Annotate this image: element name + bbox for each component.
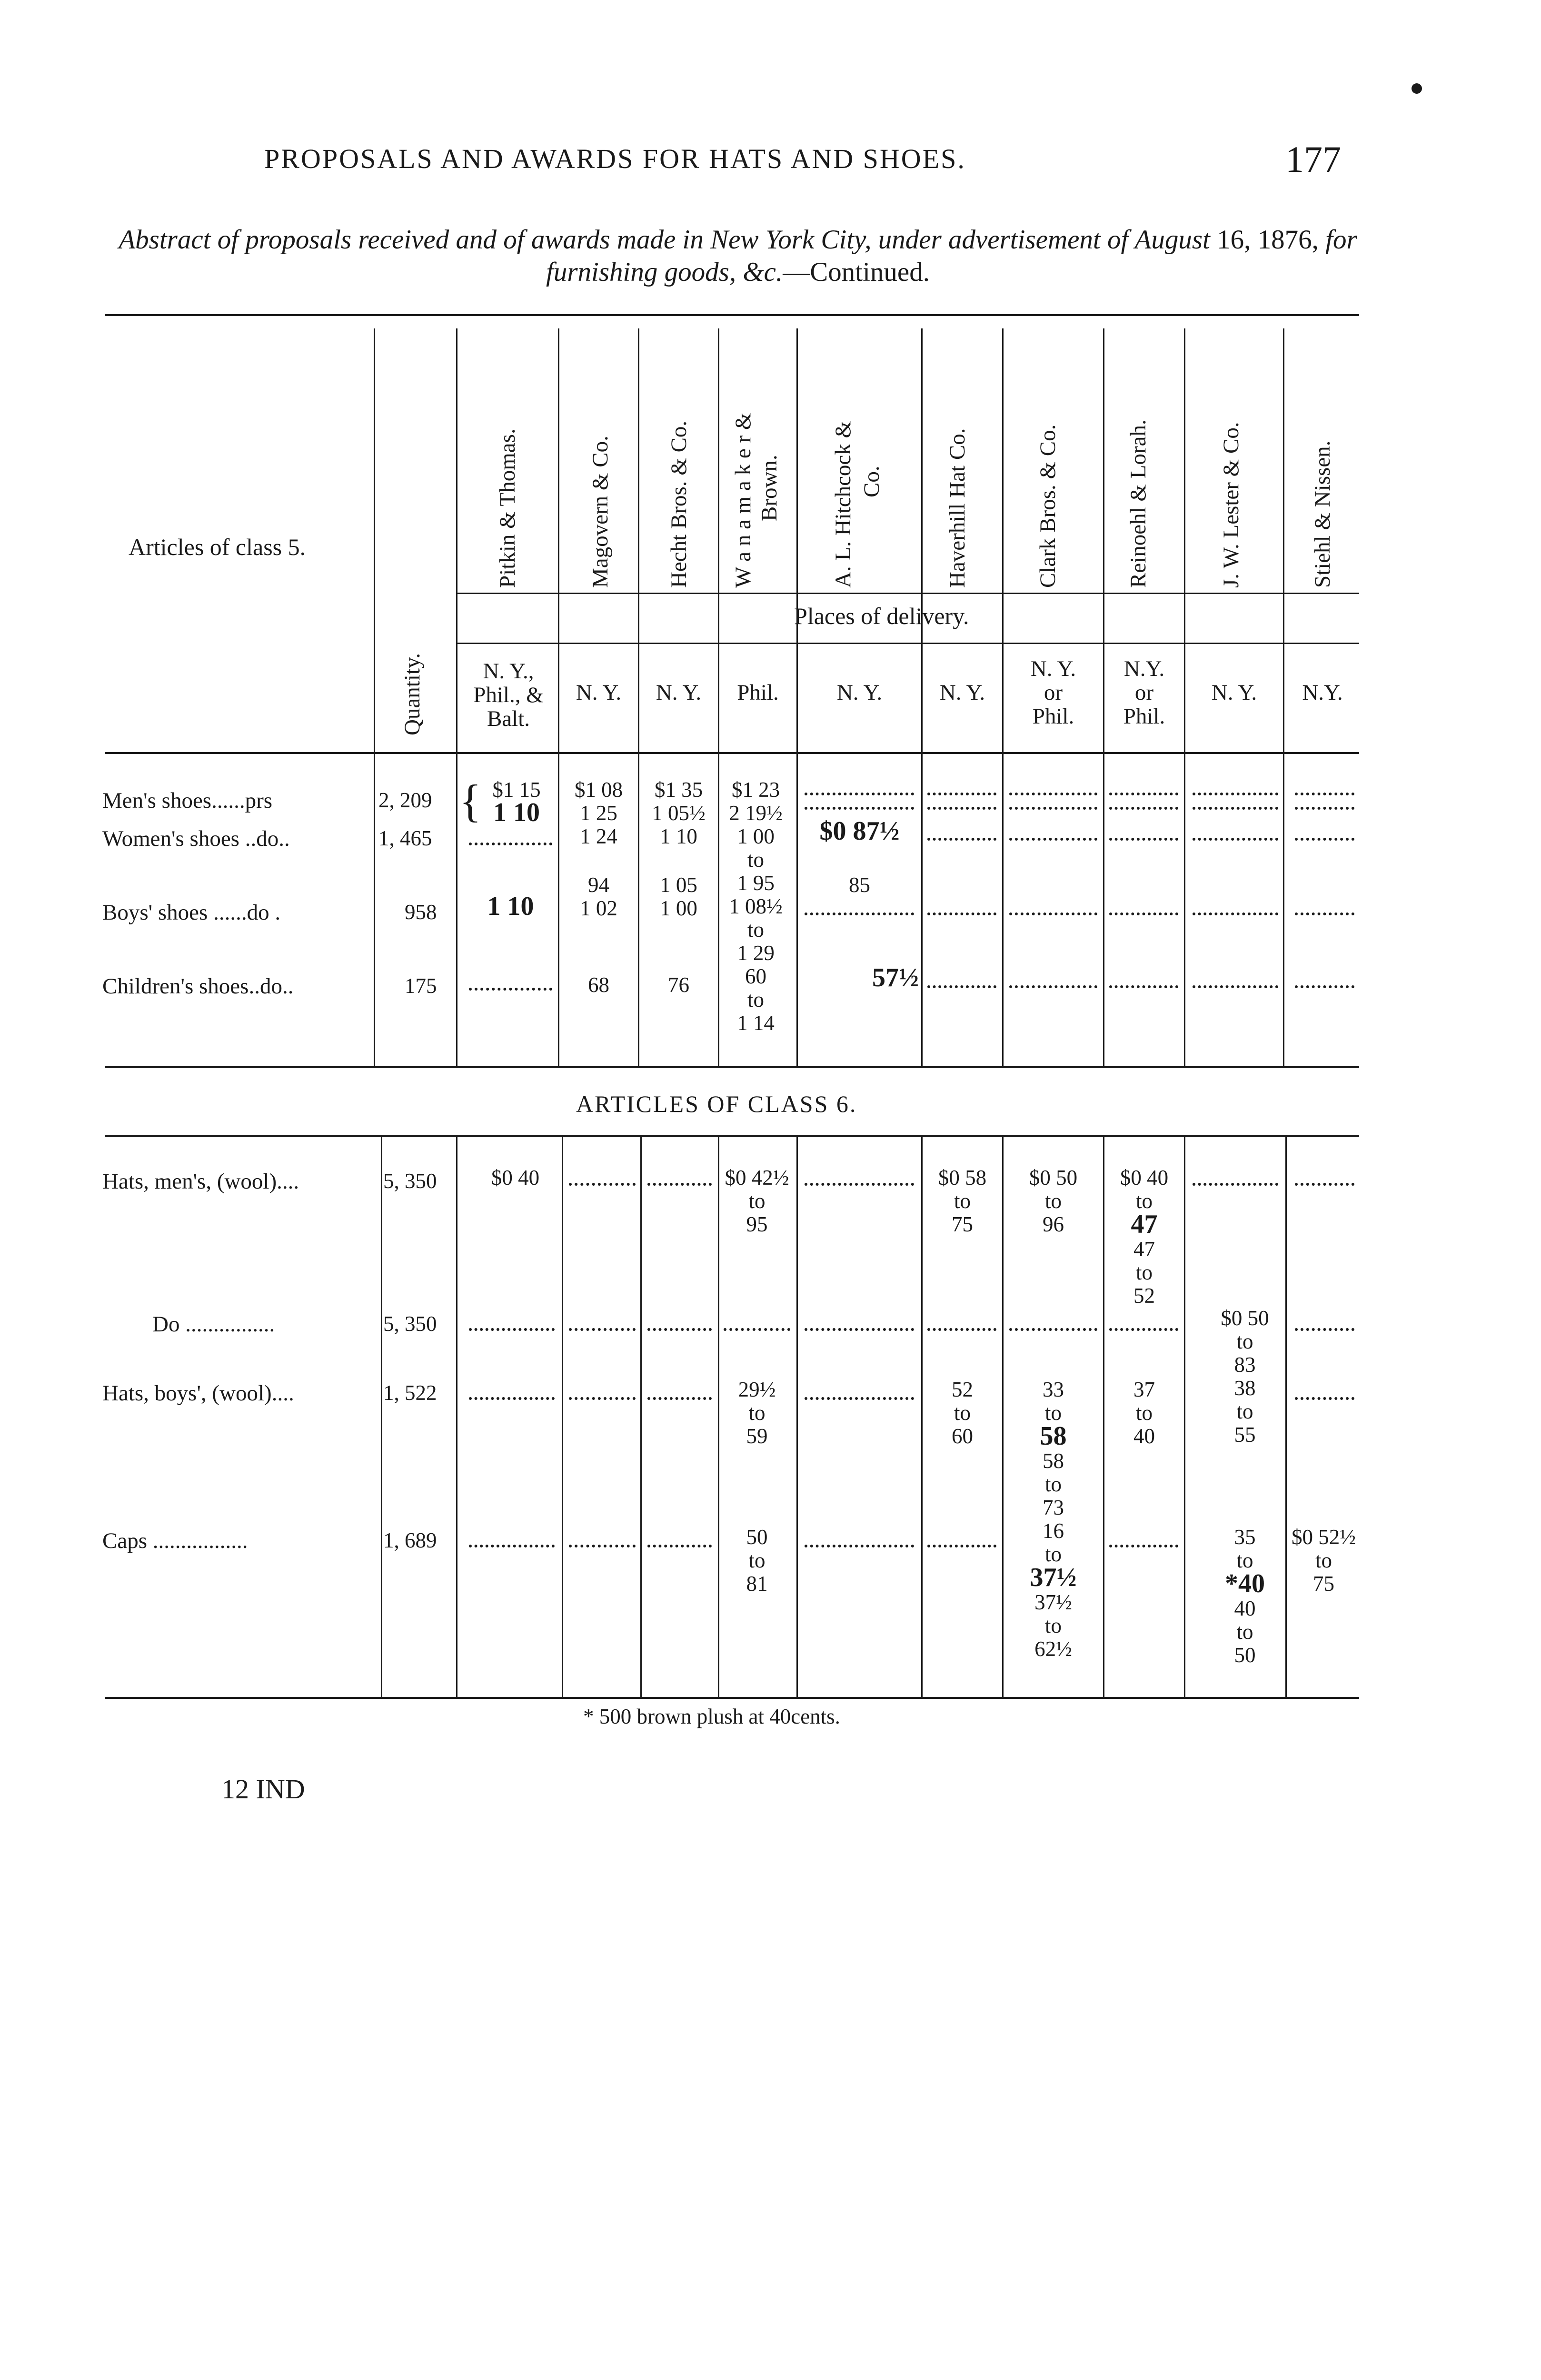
quantity-caps: 1, 689	[383, 1528, 437, 1552]
value: 1 25	[580, 801, 617, 825]
articles-header: Articles of class 5.	[129, 534, 306, 560]
bidder-wanamaker-2: Brown.	[757, 455, 782, 521]
value: $0 50	[1029, 1166, 1078, 1190]
quantity-header: Quantity.	[400, 653, 425, 735]
value: to	[1236, 1399, 1253, 1423]
quantity-mens-shoes: 2, 209	[378, 788, 432, 812]
place-reinoehl	[1104, 657, 1184, 728]
value: 1 08½	[729, 894, 783, 918]
table-top-rule	[105, 314, 1359, 316]
row-label-unit: do	[256, 826, 279, 851]
dots	[805, 807, 914, 810]
value: 38	[1234, 1376, 1256, 1400]
dots	[1295, 793, 1354, 795]
dots	[1295, 807, 1354, 810]
magovern-c5	[559, 778, 638, 848]
value: 1 00	[737, 824, 775, 848]
place-magovern: N. Y.	[576, 680, 622, 705]
place-haverhill: N. Y.	[939, 680, 985, 705]
value: 81	[746, 1572, 768, 1596]
bidder-lester: J. W. Lester & Co.	[1219, 422, 1243, 588]
c6-col-rule-magovern	[640, 1135, 642, 1697]
value: 40	[1234, 1597, 1256, 1620]
row-label-hats-mens: Hats, men's, (wool)....	[102, 1169, 299, 1194]
c6-col-rule-lester	[1285, 1135, 1287, 1697]
award-value: $0 87½	[819, 816, 900, 846]
value: to	[1135, 1189, 1153, 1213]
c6-col-rule-articles	[381, 1135, 382, 1697]
dots	[569, 1328, 636, 1331]
row-label-text: Boys' shoes	[102, 900, 208, 925]
row-label-unit: do	[247, 900, 269, 925]
dots	[569, 1545, 636, 1547]
hecht-c5	[639, 778, 718, 848]
caption-text: Abstract of proposals received and of awards made in New York City, under advertisement of August	[119, 225, 1210, 255]
place-reinoehl-2: or	[1134, 680, 1154, 705]
dots	[569, 1397, 636, 1400]
row-label-do: Do ................	[152, 1312, 275, 1337]
value: to	[954, 1401, 971, 1425]
value: 35	[1234, 1525, 1256, 1549]
value: to	[747, 848, 764, 872]
value: 33	[1043, 1378, 1064, 1401]
value: 52	[1133, 1284, 1155, 1308]
c6-col-rule-quantity	[456, 1135, 457, 1697]
dots	[647, 1545, 712, 1547]
quantity-hats-mens: 5, 350	[383, 1169, 437, 1193]
value: 73	[1043, 1496, 1064, 1519]
dots	[1193, 793, 1278, 795]
dots	[1109, 838, 1178, 841]
dots	[1295, 1328, 1354, 1331]
value: to	[1044, 1401, 1062, 1425]
value	[1104, 1210, 1184, 1239]
haverhill-c6-b	[923, 1378, 1002, 1448]
value: 29½	[738, 1378, 776, 1401]
row-label-text: Men's shoes	[102, 788, 212, 813]
bidder-hecht: Hecht Bros. & Co.	[666, 420, 691, 588]
dots	[1193, 912, 1278, 915]
dots	[647, 1397, 712, 1400]
dots	[1009, 838, 1097, 841]
quantity-childrens-shoes: 175	[405, 974, 437, 998]
place-clark	[1004, 657, 1103, 728]
value: to	[1044, 1189, 1062, 1213]
quantity-womens-shoes: 1, 465	[378, 826, 432, 850]
dots	[805, 1183, 914, 1186]
row-label-childrens-shoes: Children's shoes..do..	[102, 974, 294, 999]
value: 96	[1043, 1212, 1064, 1236]
bidder-wanamaker: W a n a m a k e r &	[731, 412, 756, 588]
dots	[927, 807, 996, 810]
value: $1 08	[574, 778, 623, 802]
dots	[569, 1183, 636, 1186]
row-label-hats-boys: Hats, boys', (wool)....	[102, 1381, 294, 1406]
value: 1 05½	[652, 801, 706, 825]
place-clark-2: or	[1044, 680, 1063, 705]
value: 60	[745, 964, 766, 988]
dots	[1009, 793, 1097, 795]
row-label-text: Do	[152, 1312, 180, 1337]
value: 1 00	[660, 896, 697, 920]
value: to	[748, 1189, 766, 1213]
dots	[1193, 985, 1278, 988]
value: to	[1236, 1620, 1253, 1644]
value: 95	[746, 1212, 768, 1236]
dots	[1109, 807, 1178, 810]
dots	[1109, 1328, 1178, 1331]
page-mark-dot	[1412, 83, 1422, 94]
dots	[1193, 1183, 1278, 1186]
value: 40	[1133, 1424, 1155, 1448]
dots	[1295, 1183, 1354, 1186]
award-value: 58	[1040, 1421, 1067, 1451]
value: 58	[1043, 1449, 1064, 1473]
value: 1 05	[660, 873, 697, 897]
value: to	[1044, 1614, 1062, 1637]
value: 16	[1043, 1519, 1064, 1543]
stiehl-c6	[1287, 1526, 1361, 1596]
place-hecht: N. Y.	[656, 680, 702, 705]
wanamaker-c6-c	[716, 1526, 797, 1596]
page-title: PROPOSALS AND AWARDS FOR HATS AND SHOES.	[264, 143, 966, 174]
haverhill-c6-a	[923, 1166, 1002, 1236]
dots	[1009, 985, 1097, 988]
hitchcock-c5-c	[828, 963, 919, 992]
brace: {	[459, 775, 482, 826]
dots	[469, 1545, 555, 1547]
wanamaker-c5	[716, 778, 795, 1035]
footnote: * 500 brown plush at 40cents.	[583, 1705, 840, 1728]
dots	[927, 793, 996, 795]
value: to	[1236, 1329, 1253, 1353]
quantity-hats-boys: 1, 522	[383, 1381, 437, 1405]
pitkin-c5-a: $1 15	[492, 778, 541, 802]
value: $0 40	[1120, 1166, 1169, 1190]
award-value: 47	[1131, 1210, 1158, 1239]
value: $1 35	[654, 778, 703, 802]
place-clark-1: N. Y.	[1030, 656, 1076, 681]
caption-text-2: for furnishing goods, &c.	[546, 225, 1357, 287]
row-label-caps: Caps .................	[102, 1528, 248, 1553]
caption-continued: —Continued.	[783, 257, 930, 287]
award-value: 1 10	[487, 892, 534, 921]
bidder-hitchcock: A. L. Hitchcock &	[831, 420, 855, 588]
row-label-womens-shoes: Women's shoes ..do..	[102, 826, 290, 851]
value: 55	[1234, 1423, 1256, 1447]
bidder-reinoehl: Reinoehl & Lorah.	[1126, 419, 1151, 588]
value: to	[747, 988, 764, 1012]
hecht-c5-c: 76	[668, 973, 689, 997]
reinoehl-c6-b	[1104, 1378, 1184, 1448]
value: 60	[952, 1424, 973, 1448]
dots	[1109, 985, 1178, 988]
hitchcock-c5-a	[798, 816, 921, 846]
value: 75	[1313, 1572, 1334, 1596]
magovern-c5-b	[559, 873, 638, 920]
header-bottom-rule	[105, 752, 1359, 754]
value: to	[954, 1189, 971, 1213]
value: 1 24	[580, 824, 617, 848]
caption-date: 16, 1876,	[1210, 225, 1326, 255]
page-number: 177	[1285, 139, 1341, 180]
value: 83	[1234, 1353, 1256, 1377]
value: 1 02	[580, 896, 617, 920]
dots	[469, 1328, 555, 1331]
hitchcock-c5-b: 85	[849, 873, 870, 897]
quantity-boys-shoes: 958	[405, 900, 437, 924]
lester-c6-a	[1204, 1307, 1285, 1447]
value	[1204, 1569, 1285, 1598]
dots	[1295, 912, 1354, 915]
place-pitkin	[461, 659, 556, 731]
value: to	[1044, 1542, 1062, 1566]
row-label-mens-shoes: Men's shoes......prs	[102, 788, 273, 813]
place-pitkin-3: Balt.	[487, 706, 530, 731]
value: 37½	[1034, 1590, 1072, 1614]
clark-c6-a	[1004, 1166, 1103, 1236]
dots	[469, 1397, 555, 1400]
dots	[1109, 912, 1178, 915]
lester-c6-b	[1204, 1526, 1285, 1667]
award-value: 37½	[1030, 1563, 1077, 1592]
bidder-clark: Clark Bros. & Co.	[1035, 424, 1060, 588]
value: to	[748, 1548, 766, 1572]
value: 47	[1133, 1237, 1155, 1261]
row-label-unit: prs	[245, 788, 273, 813]
bidder-stiehl: Stiehl & Nissen.	[1310, 440, 1335, 588]
dots	[1193, 807, 1278, 810]
c6-col-rule-pitkin	[562, 1135, 563, 1697]
value	[1004, 1421, 1103, 1451]
col-rule-quantity	[456, 328, 457, 1066]
quantity-do: 5, 350	[383, 1312, 437, 1336]
value: to	[1135, 1401, 1153, 1425]
c6-col-rule-reinoehl	[1184, 1135, 1185, 1697]
dots	[927, 838, 996, 841]
value: 2 19½	[729, 801, 783, 825]
value: $0 42½	[725, 1166, 789, 1190]
bidder-haverhill: Haverhill Hat Co.	[945, 428, 970, 588]
wanamaker-c6-a	[716, 1166, 797, 1236]
dots	[805, 793, 914, 795]
value	[1004, 1563, 1103, 1592]
row-label-text: Women's shoes	[102, 826, 239, 851]
hecht-c5-b	[639, 873, 718, 920]
class6-top-rule	[105, 1135, 1359, 1137]
dots	[927, 912, 996, 915]
value: 94	[588, 873, 609, 897]
dots	[1109, 1545, 1178, 1547]
dots	[724, 1328, 790, 1331]
place-wanamaker: Phil.	[737, 680, 779, 705]
table-caption	[105, 224, 1371, 288]
pitkin-c5-b	[478, 798, 555, 827]
place-pitkin-1: N. Y.,	[483, 659, 534, 684]
dots	[1193, 838, 1278, 841]
value: to	[1236, 1548, 1253, 1572]
clark-c6-b	[1004, 1378, 1103, 1661]
value: 59	[746, 1424, 768, 1448]
row-label-boys-shoes: Boys' shoes ......do .	[102, 900, 281, 925]
bidder-pitkin: Pitkin & Thomas.	[495, 428, 520, 588]
row-label-text: Caps	[102, 1528, 147, 1553]
dots	[469, 843, 552, 845]
award-value: 57½	[872, 963, 919, 992]
value: 62½	[1034, 1637, 1072, 1661]
value: to	[748, 1401, 766, 1425]
places-rule-2	[457, 643, 1359, 644]
dots	[805, 912, 914, 915]
pitkin-c5-c	[464, 892, 557, 921]
dots	[927, 985, 996, 988]
value: to	[1135, 1260, 1153, 1284]
class6-title: ARTICLES OF CLASS 6.	[576, 1091, 857, 1117]
value: 50	[746, 1525, 768, 1549]
value: to	[1044, 1472, 1062, 1496]
value: 52	[952, 1378, 973, 1401]
row-label-text: Hats, men's, (wool)	[102, 1169, 277, 1194]
value: to	[747, 918, 764, 942]
place-stiehl: N.Y.	[1302, 680, 1343, 705]
bidder-magovern: Magovern & Co.	[588, 436, 613, 588]
value: 37	[1133, 1378, 1155, 1401]
row-label-text: Children's shoes	[102, 974, 249, 999]
dots	[647, 1183, 712, 1186]
dots	[805, 1545, 914, 1547]
dots	[927, 1328, 996, 1331]
dots	[1109, 793, 1178, 795]
dots	[1295, 838, 1354, 841]
row-label-unit: do	[259, 974, 282, 999]
dots	[805, 1397, 914, 1400]
value: 1 10	[660, 824, 697, 848]
place-reinoehl-1: N.Y.	[1123, 656, 1165, 681]
reinoehl-c6-a	[1104, 1166, 1184, 1308]
value: $0 52½	[1292, 1525, 1356, 1549]
value: 1 14	[737, 1011, 775, 1035]
value: 50	[1234, 1643, 1256, 1667]
dots	[805, 1328, 914, 1331]
value: 1 95	[737, 871, 775, 895]
table-bottom-rule	[105, 1697, 1359, 1699]
dots	[1009, 912, 1097, 915]
value: $1 23	[731, 778, 780, 802]
dots	[1009, 1328, 1097, 1331]
place-pitkin-2: Phil., &	[473, 683, 544, 707]
dots	[647, 1328, 712, 1331]
signature-mark: 12 IND	[221, 1774, 305, 1805]
bidder-hitchcock-2: Co.	[859, 466, 884, 497]
award-value: *40	[1225, 1569, 1265, 1598]
col-rule-articles	[374, 328, 375, 1066]
class5-bottom-rule	[105, 1066, 1359, 1068]
places-header: Places of delivery.	[794, 603, 969, 629]
value: to	[1315, 1548, 1332, 1572]
value: $0 50	[1221, 1306, 1269, 1330]
value: 1 29	[737, 941, 775, 965]
wanamaker-c6-b	[716, 1378, 797, 1448]
dots	[1295, 1397, 1354, 1400]
place-reinoehl-3: Phil.	[1123, 704, 1165, 729]
value: $0 58	[938, 1166, 987, 1190]
row-label-text: Hats, boys', (wool)	[102, 1381, 272, 1406]
pitkin-c6: $0 40	[491, 1166, 540, 1190]
award-value: 1 10	[493, 798, 540, 827]
dots	[1009, 807, 1097, 810]
place-lester: N. Y.	[1211, 680, 1257, 705]
dots	[469, 988, 552, 991]
place-clark-3: Phil.	[1032, 704, 1074, 729]
magovern-c5-c: 68	[588, 973, 609, 997]
place-hitchcock: N. Y.	[836, 680, 883, 705]
value: 75	[952, 1212, 973, 1236]
dots	[927, 1545, 996, 1547]
dots	[1295, 985, 1354, 988]
places-rule	[457, 593, 1359, 594]
